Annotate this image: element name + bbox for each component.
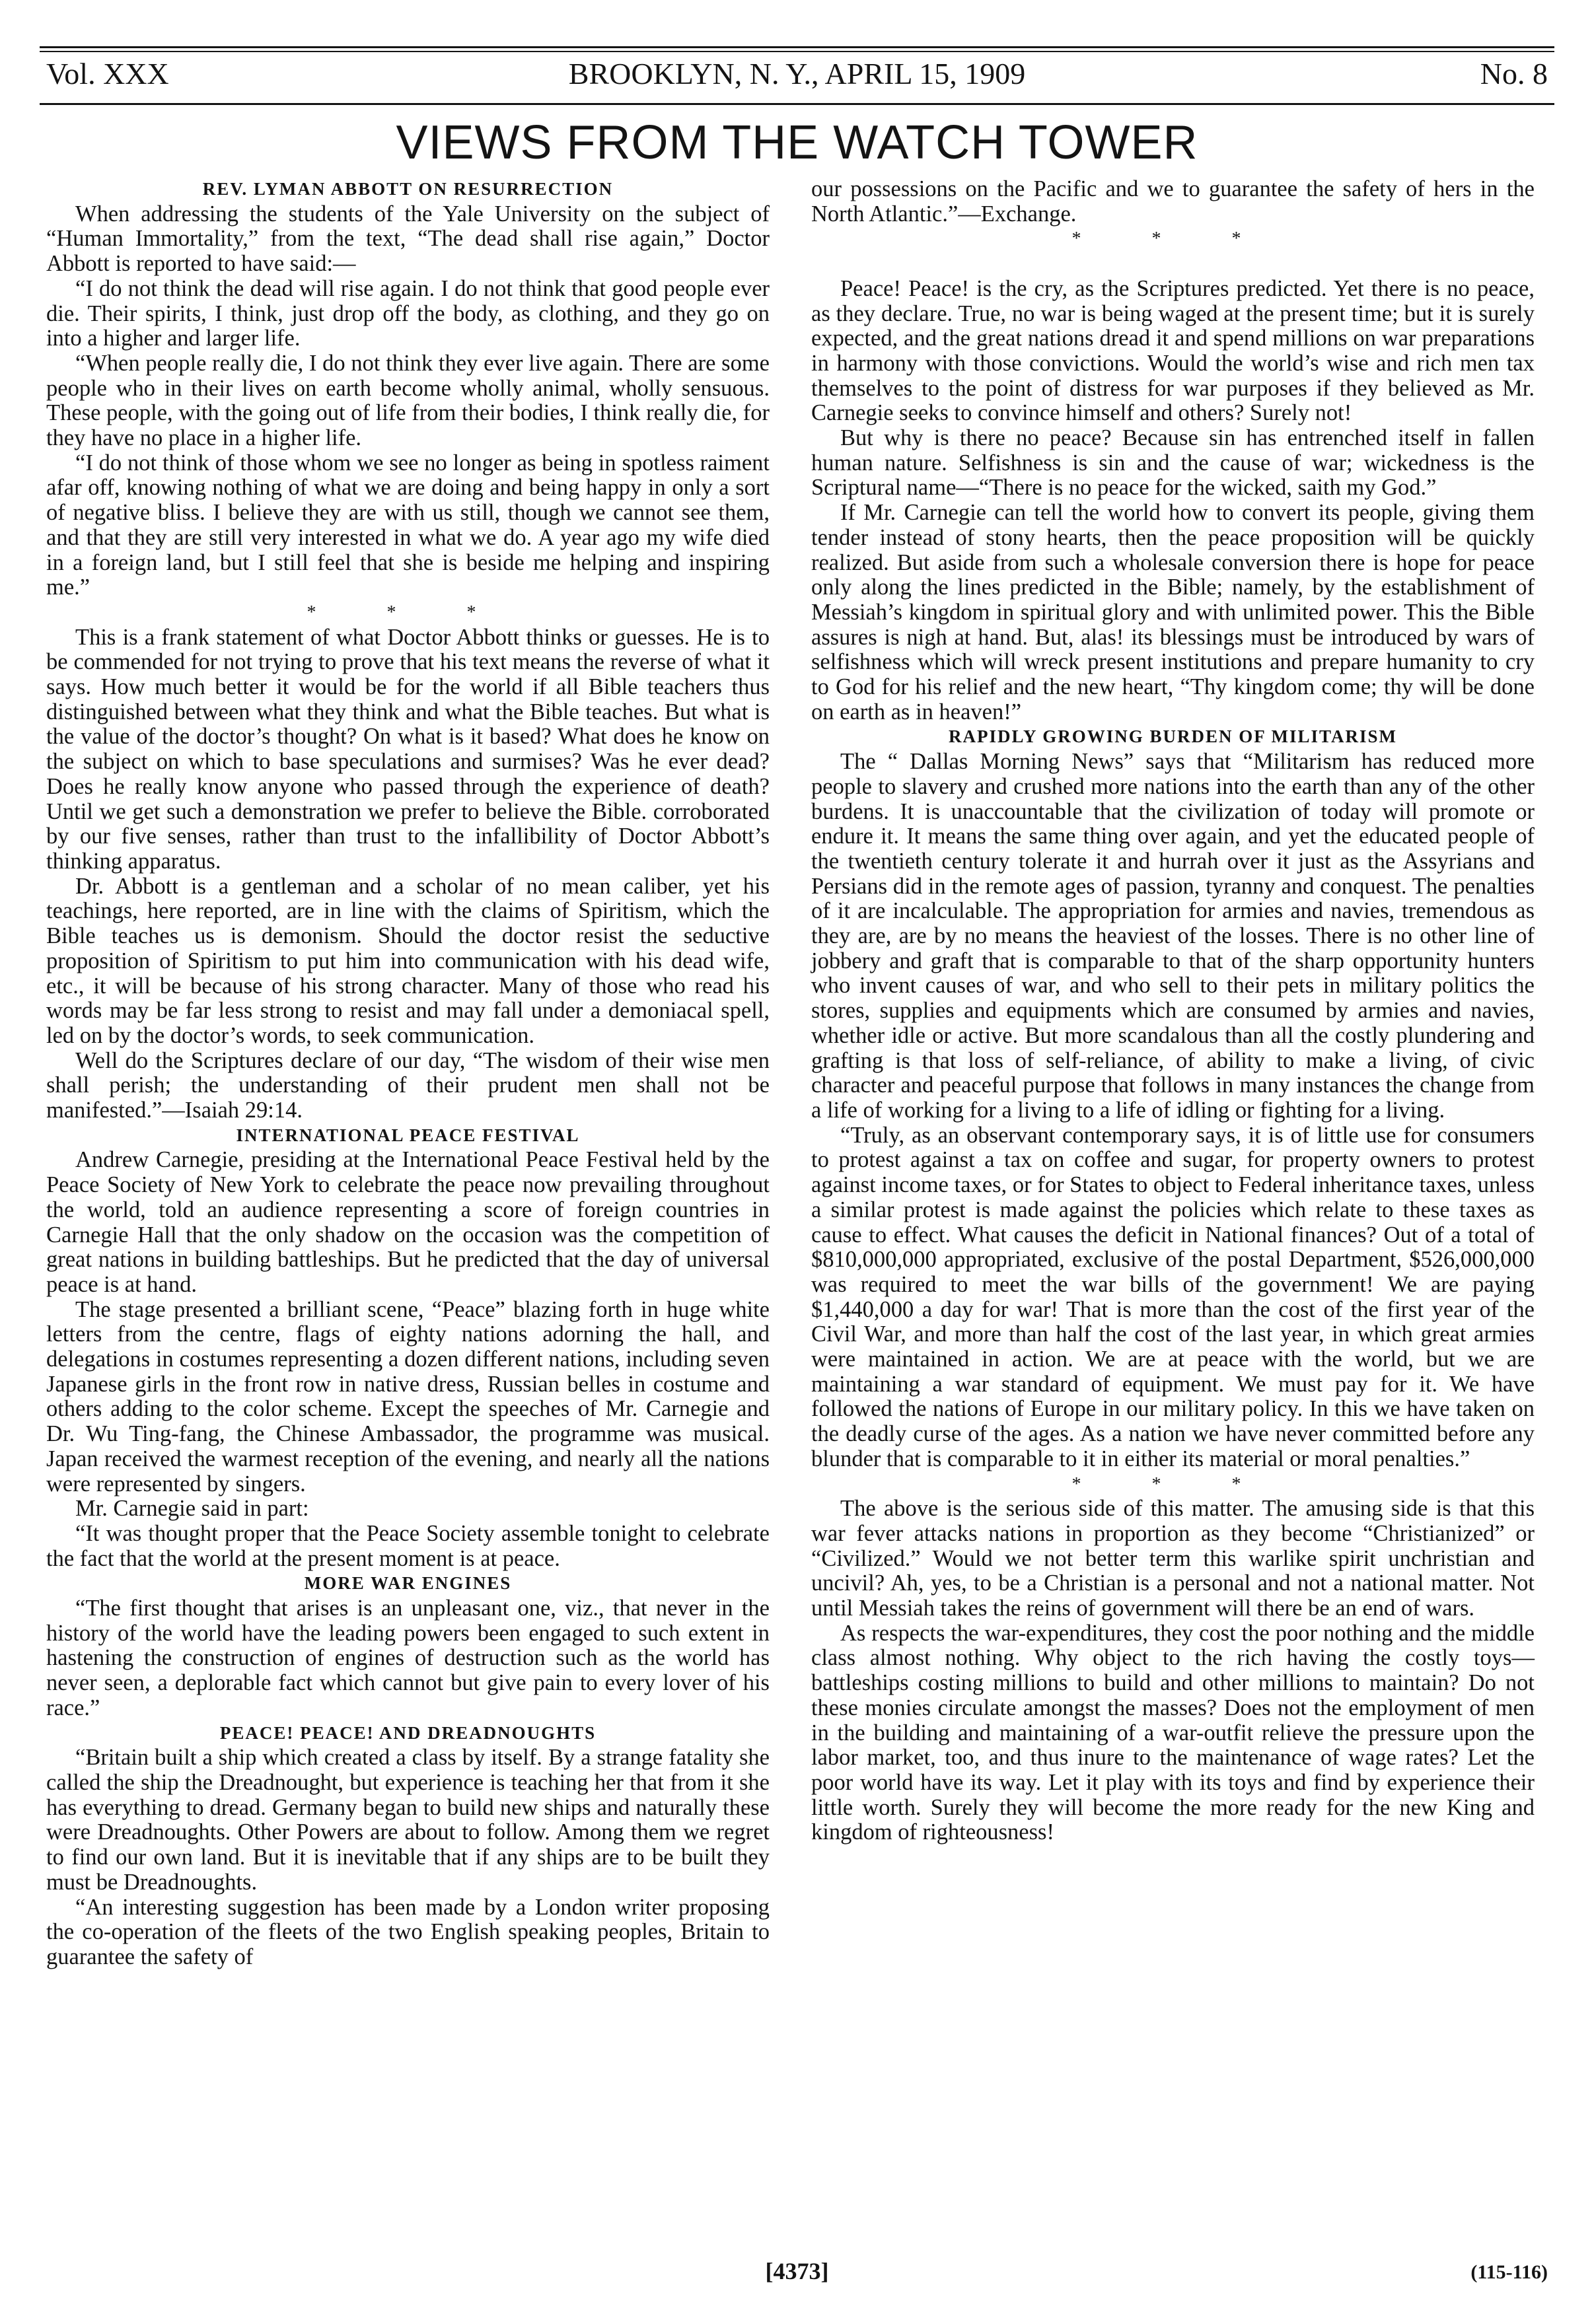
section-divider: * * * xyxy=(1071,229,1274,250)
top-rule xyxy=(40,46,1554,48)
section-heading: MORE WAR ENGINES xyxy=(304,1573,512,1594)
dateline: BROOKLYN, N. Y., APRIL 15, 1909 xyxy=(568,57,1026,90)
paragraph: Peace! Peace! is the cry, as the Scriptures predicted. Yet there is no peace, as they declare. True, no war is being waged at the present time; but it is surely expected, and the great nations dread it and spend millions on war preparations in harmony with those convictions. Would the world’s wise and rich men tax themselves to the point of distress for war purposes if they believed as Mr. Carnegie seeks to convince himself and others? Surely not! xyxy=(811,275,1535,426)
left-column xyxy=(46,177,770,1970)
masthead-rule xyxy=(40,103,1554,105)
paragraph: Mr. Carnegie said in part: xyxy=(75,1496,309,1522)
paragraph: “It was thought proper that the Peace Society assemble tonight to celebrate the fact that the world at the present moment is at peace. xyxy=(46,1520,770,1571)
paragraph: The above is the serious side of this matter. The amusing side is that this war fever attacks nations in proportion as they become “Christianized” or “Civilized.” Would we not better term this warlike spirit unchristian and uncivil? Ah, yes, to be a Christian is a personal and not a national matter. Not until Messiah takes the reins of government will there be an end of wars. xyxy=(811,1496,1535,1621)
paragraph: “The first thought that arises is an unpleasant one, viz., that never in the history of the world have the leading powers been engaged to such extent in hastening the construction of engines of destruction such as the world has never seen, a deplorable fact which cannot but give pain to every lover of his race.” xyxy=(46,1596,770,1720)
section-divider: * * * xyxy=(1071,1473,1274,1495)
paragraph: This is a frank statement of what Doctor Abbott thinks or guesses. He is to be commended for not trying to prove that his text means the reverse of what it says. How much better it would be for the world if all Bible teachers thus distinguished between what they think and what the Bible teaches. But what is the value of the doctor’s thought? On what is it based? What does he know on the subject on which to base speculations and surmises? Was he ever dead? Does he really know anyone who passed through the experience of death? Until we get such a demonstration we prefer to believe the Bible. corroborated by our five senses, rather than trust to the infallibility of Doctor Abbott’s thinking apparatus. xyxy=(46,624,770,874)
paragraph: Well do the Scriptures declare of our day, “The wisdom of their wise men shall perish; the understanding of their prudent men shall not be manifested.”—Isaiah 29:14. xyxy=(46,1047,770,1123)
paragraph: our possessions on the Pacific and we to guarantee the safety of hers in the North Atlantic.”—Exchange. xyxy=(811,176,1535,227)
section-heading: PEACE! PEACE! AND DREADNOUGHTS xyxy=(219,1722,597,1743)
paragraph: The “ Dallas Morning News” says that “Militarism has reduced more people to slavery and crushed more nations into the earth than any of the other burdens. It is unaccountable that the civilization of today will promote or endure it. It means the same thing over again, and yet the educated people of the twentieth century tolerate it and hurrah over it just as the Assyrians and Persians did in the remote ages of passion, tyranny and conquest. The penalties of it are incalculable. The appropriation for armies and navies, tremendous as they are, are by no means the heaviest of the losses. There is no other line of jobbery and graft that is comparable to that of the sharp opportunity hunters who invent causes of war, and who sell to their pets in military politics the stores, supplies and equipments which are consumed by armies and navies, whether idle or active. But more scandalous than all the costly plundering and grafting is that loss of self-reliance, of ability to make a living, of civic character and peaceful purpose that follows in many instances the change from a life of working for a living to a life of idling or fighting for a living. xyxy=(811,749,1535,1123)
section-divider: * * * xyxy=(307,602,509,623)
paragraph: “An interesting suggestion has been made by a London writer proposing the co-operation of the fleets of the two English speaking peoples, Britain to guarantee the safety of xyxy=(46,1894,770,1969)
paragraph: Andrew Carnegie, presiding at the International Peace Festival held by the Peace Society of New York to celebrate the peace now prevailing throughout the world, told an audience representing a score of foreign countries in Carnegie Hall that the only shadow on the occasion was the competition of great nations in building battleships. But he predicted that the day of universal peace is at hand. xyxy=(46,1147,770,1297)
page-number: [4373] xyxy=(765,2258,829,2284)
paragraph: As respects the war-expenditures, they cost the poor nothing and the middle class almost nothing. Why object to the rich having the costly toys—battleships costing millions to build and other millions to maintain? Do not these monies circulate amongst the masses? Does not the employment of men in the building and maintaining of a war-outfit relieve the pressure upon the labor market, too, and thus inure to the maintenance of wage rates? Let the poor world have its way. Let it play with its toys and find by experience their little worth. Surely they will become the more ready for the new King and kingdom of righteousness! xyxy=(811,1620,1535,1845)
issue-number: No. 8 xyxy=(1480,57,1548,90)
section-heading: RAPIDLY GROWING BURDEN OF MILITARISM xyxy=(948,726,1398,747)
masthead xyxy=(46,56,1548,96)
page-reference: (115-116) xyxy=(1470,2261,1548,2283)
page-title: VIEWS FROM THE WATCH TOWER xyxy=(396,116,1198,169)
paragraph: Dr. Abbott is a gentleman and a scholar of no mean caliber, yet his teachings, here reported, are in line with the claims of Spiritism, which the Bible teaches us is demonism. Should the doctor resist the seductive proposition of Spiritism to put him into communication with his dead wife, etc., it will be because of his strong character. Many of those who read his words may be far less strong to resist and may fall under a demoniacal spell, led on by the doctor’s words, to seek communication. xyxy=(46,873,770,1048)
right-column xyxy=(811,177,1535,1845)
paragraph: “Truly, as an observant contemporary says, it is of little use for consumers to protest against a tax on coffee and sugar, for property owners to protest against income taxes, or for States to object to Federal inheritance taxes, unless a similar protest is made against the policies which relate to these taxes as cause to effect. What causes the deficit in National finances? Out of a total of $810,000,000 appropriated, exclusive of the postal Department, $526,000,000 was required to meet the war bills of the government! We are paying $1,440,000 a day for war! That is more than the cost of the first year of the Civil War, and more than half the cost of the last year, in which great armies were maintained in action. We are at peace with the world, but we are maintaining a war standard of equipment. We must pay for it. We have followed the nations of Europe in our military policy. In this we have taken on the deadly curse of the ages. As a nation we have never committed before any blunder that is comparable to it in either its material or moral penalties.” xyxy=(811,1122,1535,1471)
paragraph: “When people really die, I do not think they ever live again. There are some people who in their lives on earth become wholly animal, wholly sensuous. These people, with the going out of life from their bodies, I think really die, for they have no place in a higher life. xyxy=(46,350,770,451)
paragraph: If Mr. Carnegie can tell the world how to convert its people, giving them tender instead of stony hearts, then the peace proposition will be quickly realized. But aside from such a wholesale conversion there is hope for peace only along the lines predicted in the Bible; namely, by the establishment of Messiah’s kingdom in spiritual glory and with unlimited power. This the Bible assures is nigh at hand. But, alas! its blessings must be introduced by wars of selfishness which will wreck present institutions and prepare humanity to cry to God for his relief and the new heart, “Thy kingdom come; thy will be done on earth as in heaven!” xyxy=(811,500,1535,724)
paragraph: The stage presented a brilliant scene, “Peace” blazing forth in huge white letters from the centre, flags of eighty nations adorning the hall, and delegations in costumes representing a dozen different nations, including seven Japanese girls in the front row in native dress, Russian belles in costume and others adding to the color scheme. Except the speeches of Mr. Carnegie and Dr. Wu Ting-fang, the Chinese Ambassador, the programme was musical. Japan received the warmest reception of the evening, and nearly all the nations were represented by singers. xyxy=(46,1296,770,1497)
paragraph: “Britain built a ship which created a class by itself. By a strange fatality she called the ship the Dreadnought, but experience is teaching her that from it she has everything to dread. Germany began to build new ships and naturally these were Dreadnoughts. Other Powers are about to follow. Among them we regret to find our own land. But it is inevitable that if any ships are to be built they must be Dreadnoughts. xyxy=(46,1745,770,1895)
volume-label: Vol. XXX xyxy=(46,57,169,90)
section-heading: INTERNATIONAL PEACE FESTIVAL xyxy=(236,1125,580,1145)
top-rule-thin xyxy=(40,51,1554,52)
paragraph: “I do not think the dead will rise again. I do not think that good people ever die. Their spirits, I think, just drop off the body, as clothing, and they go on into a higher and larger life. xyxy=(46,275,770,351)
paragraph: But why is there no peace? Because sin has entrenched itself in fallen human nature. Selfishness is sin and the cause of war; wickedness is the Scriptural name—“There is no peace for the wicked, saith my God.” xyxy=(811,425,1535,501)
spacer xyxy=(811,252,1535,277)
paragraph: “I do not think of those whom we see no longer as being in spotless raiment afar off, knowing nothing of what we are doing and being happy in only a sort of negative bliss. I believe they are with us still, though we cannot see them, and that they are still very interested in what we do. A year ago my wife died in a foreign land, but I still feel that she is beside me helping and inspiring me.” xyxy=(46,450,770,600)
section-heading: REV. LYMAN ABBOTT ON RESURRECTION xyxy=(202,179,614,199)
paragraph: When addressing the students of the Yale University on the subject of “Human Immortality,” from the text, “The dead shall rise again,” Doctor Abbott is reported to have said:— xyxy=(46,201,770,277)
